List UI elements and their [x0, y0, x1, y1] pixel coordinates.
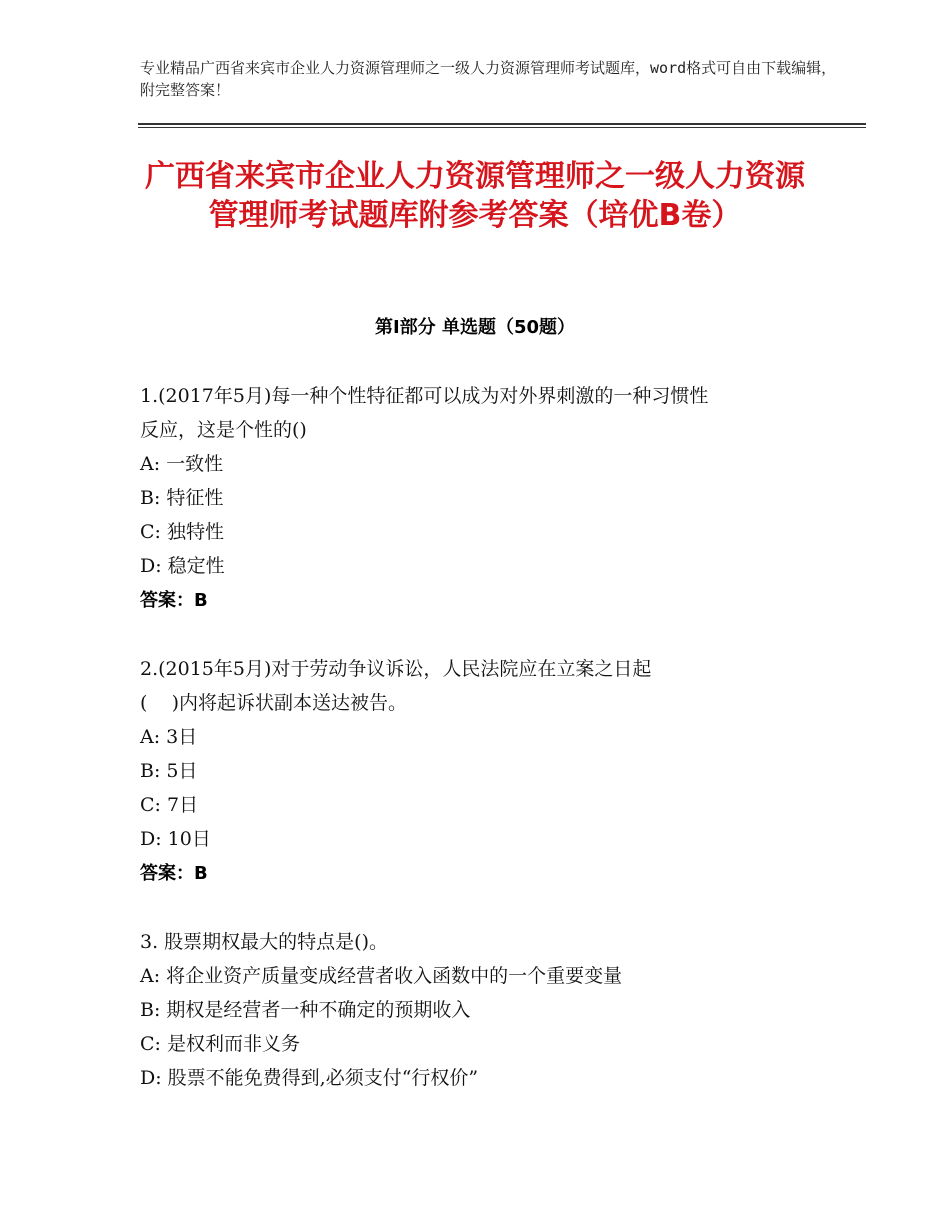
option-d: D: 稳定性 [140, 555, 225, 577]
question-stem: 1.(2017年5月)每一种个性特征都可以成为对外界刺激的一种习惯性 [140, 385, 709, 407]
header-rule-thin [138, 127, 866, 128]
option-c: C: 独特性 [140, 521, 224, 543]
option-c: C: 是权利而非义务 [140, 1033, 300, 1055]
option-b: B: 期权是经营者一种不确定的预期收入 [140, 999, 471, 1021]
section-title: 第Ⅰ部分 单选题（50题） [374, 317, 575, 338]
document-title: 广西省来宾市企业人力资源管理师之一级人力资源管理师考试题库附参考答案（培优B卷） [145, 159, 805, 233]
question-stem: 2.(2015年5月)对于劳动争议诉讼，人民法院应在立案之日起 [140, 658, 652, 680]
option-c: C: 7日 [140, 794, 199, 816]
option-a: A: 3日 [140, 726, 198, 748]
answer: 答案：B [140, 590, 208, 611]
question-stem: 反应，这是个性的() [140, 419, 307, 441]
option-a: A: 一致性 [140, 453, 224, 475]
question-stem: 3. 股票期权最大的特点是()。 [140, 931, 388, 953]
header-rule-thick [138, 123, 866, 125]
option-b: B: 5日 [140, 760, 198, 782]
option-d: D: 股票不能免费得到,必须支付“行权价” [140, 1067, 479, 1089]
question-stem: ( )内将起诉状副本送达被告。 [140, 692, 407, 714]
option-b: B: 特征性 [140, 487, 224, 509]
option-a: A: 将企业资产质量变成经营者收入函数中的一个重要变量 [140, 965, 623, 987]
header-note: 专业精品广西省来宾市企业人力资源管理师之一级人力资源管理师考试题库，word格式可自由下载编辑，附完整答案！ [140, 59, 837, 99]
answer: 答案：B [140, 863, 208, 884]
option-d: D: 10日 [140, 828, 211, 850]
